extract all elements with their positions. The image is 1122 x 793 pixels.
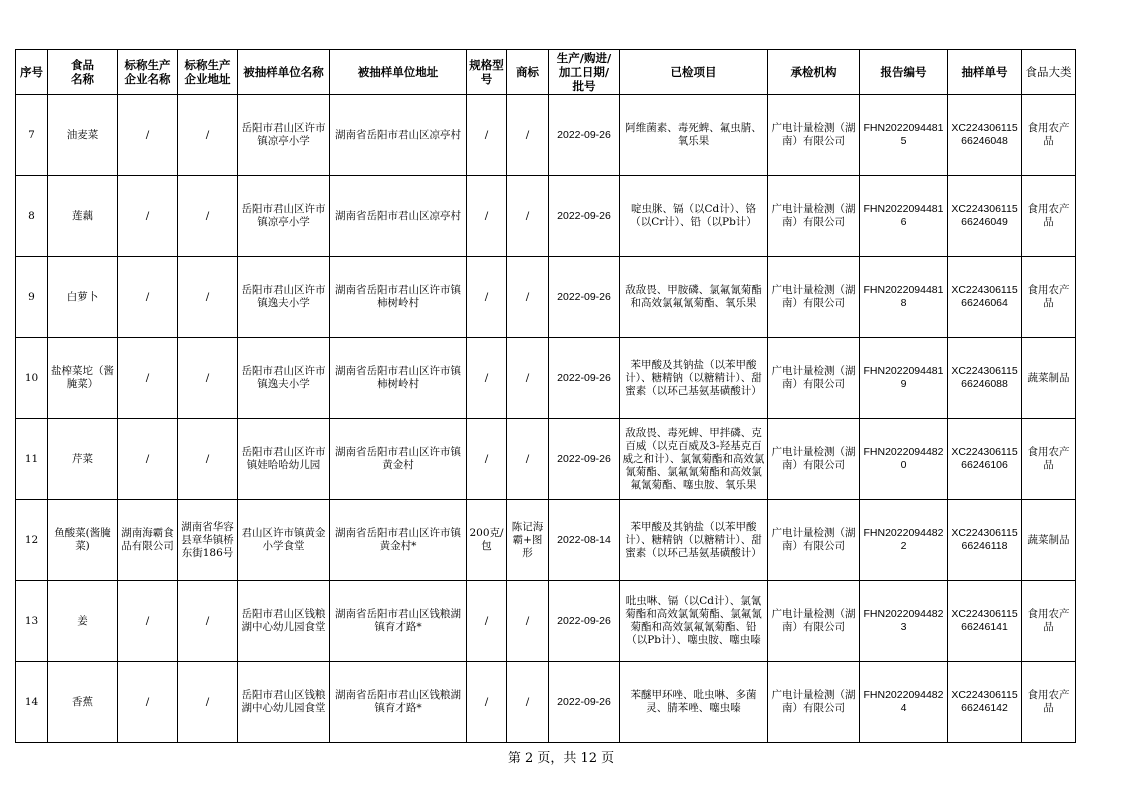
header-no: 序号 (16, 50, 48, 95)
cell-mfr: 湖南海霸食品有限公司 (118, 500, 178, 581)
cell-brand: / (507, 419, 549, 500)
cell-unit: 岳阳市君山区许市镇逸夫小学 (238, 257, 330, 338)
cell-unit: 君山区许市镇黄金小学食堂 (238, 500, 330, 581)
cell-name: 油麦菜 (48, 95, 118, 176)
table-row (16, 581, 1076, 662)
header-spec: 规格型 号 (467, 50, 507, 95)
table-row (16, 95, 1076, 176)
cell-date: 2022-08-14 (549, 500, 620, 581)
cell-name: 盐榨菜坨（酱腌菜） (48, 338, 118, 419)
cell-spec: / (467, 257, 507, 338)
header-brand: 商标 (507, 50, 549, 95)
table-row (16, 662, 1076, 743)
cell-unit: 岳阳市君山区许市镇凉亭小学 (238, 176, 330, 257)
cell-spec: / (467, 338, 507, 419)
cell-mfr-addr: 湖南省华容县章华镇桥东街186号 (178, 500, 238, 581)
cell-mfr: / (118, 581, 178, 662)
cell-mfr-addr: / (178, 95, 238, 176)
cell-mfr-addr: / (178, 419, 238, 500)
cell-date: 2022-09-26 (549, 419, 620, 500)
cell-brand: / (507, 95, 549, 176)
cell-date: 2022-09-26 (549, 95, 620, 176)
cell-unit-addr: 湖南省岳阳市君山区许市镇黄金村* (330, 500, 467, 581)
cell-spec: / (467, 95, 507, 176)
cell-sample: XC22430611566246088 (948, 338, 1022, 419)
header-row (16, 50, 1076, 95)
cell-unit: 岳阳市君山区钱粮湖中心幼儿园食堂 (238, 662, 330, 743)
cell-unit-addr: 湖南省岳阳市君山区凉亭村 (330, 176, 467, 257)
cell-mfr-addr: / (178, 176, 238, 257)
cell-brand: 陈记海霸+图形 (507, 500, 549, 581)
cell-category: 食用农产品 (1022, 257, 1076, 338)
header-name: 食品 名称 (48, 50, 118, 95)
table-row (16, 257, 1076, 338)
cell-unit-addr: 湖南省岳阳市君山区许市镇黄金村 (330, 419, 467, 500)
cell-report: FHN20220944818 (860, 257, 948, 338)
cell-date: 2022-09-26 (549, 581, 620, 662)
table-row (16, 176, 1076, 257)
cell-mfr-addr: / (178, 662, 238, 743)
cell-name: 香蕉 (48, 662, 118, 743)
cell-sample: XC22430611566246142 (948, 662, 1022, 743)
cell-mfr: / (118, 338, 178, 419)
cell-brand: / (507, 176, 549, 257)
cell-spec: / (467, 662, 507, 743)
header-mfr-addr: 标称生产 企业地址 (178, 50, 238, 95)
cell-report: FHN20220944816 (860, 176, 948, 257)
cell-date: 2022-09-26 (549, 662, 620, 743)
header-unit-addr: 被抽样单位地址 (330, 50, 467, 95)
cell-no: 14 (16, 662, 48, 743)
cell-agency: 广电计量检测（湖南）有限公司 (768, 581, 860, 662)
cell-agency: 广电计量检测（湖南）有限公司 (768, 257, 860, 338)
cell-spec: / (467, 581, 507, 662)
cell-no: 10 (16, 338, 48, 419)
cell-category: 食用农产品 (1022, 581, 1076, 662)
cell-unit-addr: 湖南省岳阳市君山区许市镇柿树岭村 (330, 338, 467, 419)
cell-brand: / (507, 257, 549, 338)
header-mfr: 标称生产 企业名称 (118, 50, 178, 95)
cell-agency: 广电计量检测（湖南）有限公司 (768, 338, 860, 419)
cell-no: 13 (16, 581, 48, 662)
cell-category: 食用农产品 (1022, 419, 1076, 500)
cell-no: 7 (16, 95, 48, 176)
cell-date: 2022-09-26 (549, 176, 620, 257)
page-footer: 第 2 页，共 12 页 (507, 751, 615, 766)
cell-report: FHN20220944819 (860, 338, 948, 419)
cell-sample: XC22430611566246106 (948, 419, 1022, 500)
cell-category: 蔬菜制品 (1022, 338, 1076, 419)
cell-agency: 广电计量检测（湖南）有限公司 (768, 500, 860, 581)
cell-mfr-addr: / (178, 338, 238, 419)
cell-report: FHN20220944815 (860, 95, 948, 176)
cell-brand: / (507, 662, 549, 743)
cell-name: 莲藕 (48, 176, 118, 257)
cell-items: 苯甲酸及其钠盐（以苯甲酸计）、糖精钠（以糖精计）、甜蜜素（以环己基氨基磺酸计） (620, 500, 768, 581)
cell-mfr: / (118, 176, 178, 257)
cell-items: 阿维菌素、毒死蜱、氟虫腈、氧乐果 (620, 95, 768, 176)
cell-no: 12 (16, 500, 48, 581)
cell-sample: XC22430611566246141 (948, 581, 1022, 662)
header-items: 已检项目 (620, 50, 768, 95)
cell-category: 食用农产品 (1022, 95, 1076, 176)
cell-unit-addr: 湖南省岳阳市君山区凉亭村 (330, 95, 467, 176)
cell-agency: 广电计量检测（湖南）有限公司 (768, 662, 860, 743)
header-agency: 承检机构 (768, 50, 860, 95)
cell-unit: 岳阳市君山区许市镇逸夫小学 (238, 338, 330, 419)
cell-brand: / (507, 338, 549, 419)
cell-date: 2022-09-26 (549, 257, 620, 338)
cell-agency: 广电计量检测（湖南）有限公司 (768, 419, 860, 500)
cell-items: 苯醚甲环唑、吡虫啉、多菌灵、腈苯唑、噻虫嗪 (620, 662, 768, 743)
cell-sample: XC22430611566246118 (948, 500, 1022, 581)
header-unit: 被抽样单位名称 (238, 50, 330, 95)
cell-unit-addr: 湖南省岳阳市君山区许市镇柿树岭村 (330, 257, 467, 338)
cell-items: 敌敌畏、毒死蜱、甲拌磷、克百威（以克百威及3-羟基克百威之和计）、氯氰菊酯和高效氯氰菊酯、氯氟氰菊酯和高效氯氟氰菊酯、噻虫胺、氧乐果 (620, 419, 768, 500)
cell-items: 敌敌畏、甲胺磷、氯氟氰菊酯和高效氯氟氰菊酯、氧乐果 (620, 257, 768, 338)
cell-spec: 200克/包 (467, 500, 507, 581)
cell-items: 吡虫啉、镉（以Cd计）、氯氰菊酯和高效氯氰菊酯、氯氟氰菊酯和高效氯氟氰菊酯、铅（以Pb计）、噻虫胺、噻虫嗪 (620, 581, 768, 662)
cell-agency: 广电计量检测（湖南）有限公司 (768, 95, 860, 176)
cell-name: 白萝卜 (48, 257, 118, 338)
cell-report: FHN20220944822 (860, 500, 948, 581)
cell-items: 啶虫脒、镉（以Cd计）、铬（以Cr计）、铅（以Pb计） (620, 176, 768, 257)
cell-unit: 岳阳市君山区钱粮湖中心幼儿园食堂 (238, 581, 330, 662)
cell-unit: 岳阳市君山区许市镇凉亭小学 (238, 95, 330, 176)
cell-name: 鱼酸菜(酱腌菜) (48, 500, 118, 581)
cell-sample: XC22430611566246049 (948, 176, 1022, 257)
cell-category: 食用农产品 (1022, 176, 1076, 257)
table-row (16, 500, 1076, 581)
cell-sample: XC22430611566246064 (948, 257, 1022, 338)
cell-mfr: / (118, 662, 178, 743)
cell-name: 姜 (48, 581, 118, 662)
header-category: 食品大类 (1022, 50, 1076, 95)
cell-unit-addr: 湖南省岳阳市君山区钱粮湖镇育才路* (330, 581, 467, 662)
inspection-table (15, 49, 1076, 743)
cell-name: 芹菜 (48, 419, 118, 500)
cell-category: 蔬菜制品 (1022, 500, 1076, 581)
cell-spec: / (467, 176, 507, 257)
cell-mfr-addr: / (178, 257, 238, 338)
header-report: 报告编号 (860, 50, 948, 95)
table-row (16, 338, 1076, 419)
cell-unit: 岳阳市君山区许市镇娃哈哈幼儿园 (238, 419, 330, 500)
cell-agency: 广电计量检测（湖南）有限公司 (768, 176, 860, 257)
cell-sample: XC22430611566246048 (948, 95, 1022, 176)
cell-mfr: / (118, 419, 178, 500)
cell-items: 苯甲酸及其钠盐（以苯甲酸计）、糖精钠（以糖精计）、甜蜜素（以环己基氨基磺酸计） (620, 338, 768, 419)
cell-no: 8 (16, 176, 48, 257)
cell-unit-addr: 湖南省岳阳市君山区钱粮湖镇育才路* (330, 662, 467, 743)
cell-no: 9 (16, 257, 48, 338)
cell-no: 11 (16, 419, 48, 500)
cell-report: FHN20220944824 (860, 662, 948, 743)
cell-report: FHN20220944820 (860, 419, 948, 500)
header-date: 生产/购进/ 加工日期/ 批号 (549, 50, 620, 95)
cell-mfr: / (118, 257, 178, 338)
table-row (16, 419, 1076, 500)
cell-date: 2022-09-26 (549, 338, 620, 419)
cell-mfr: / (118, 95, 178, 176)
cell-mfr-addr: / (178, 581, 238, 662)
cell-report: FHN20220944823 (860, 581, 948, 662)
table-body (16, 95, 1076, 743)
cell-spec: / (467, 419, 507, 500)
header-sample: 抽样单号 (948, 50, 1022, 95)
cell-category: 食用农产品 (1022, 662, 1076, 743)
cell-brand: / (507, 581, 549, 662)
